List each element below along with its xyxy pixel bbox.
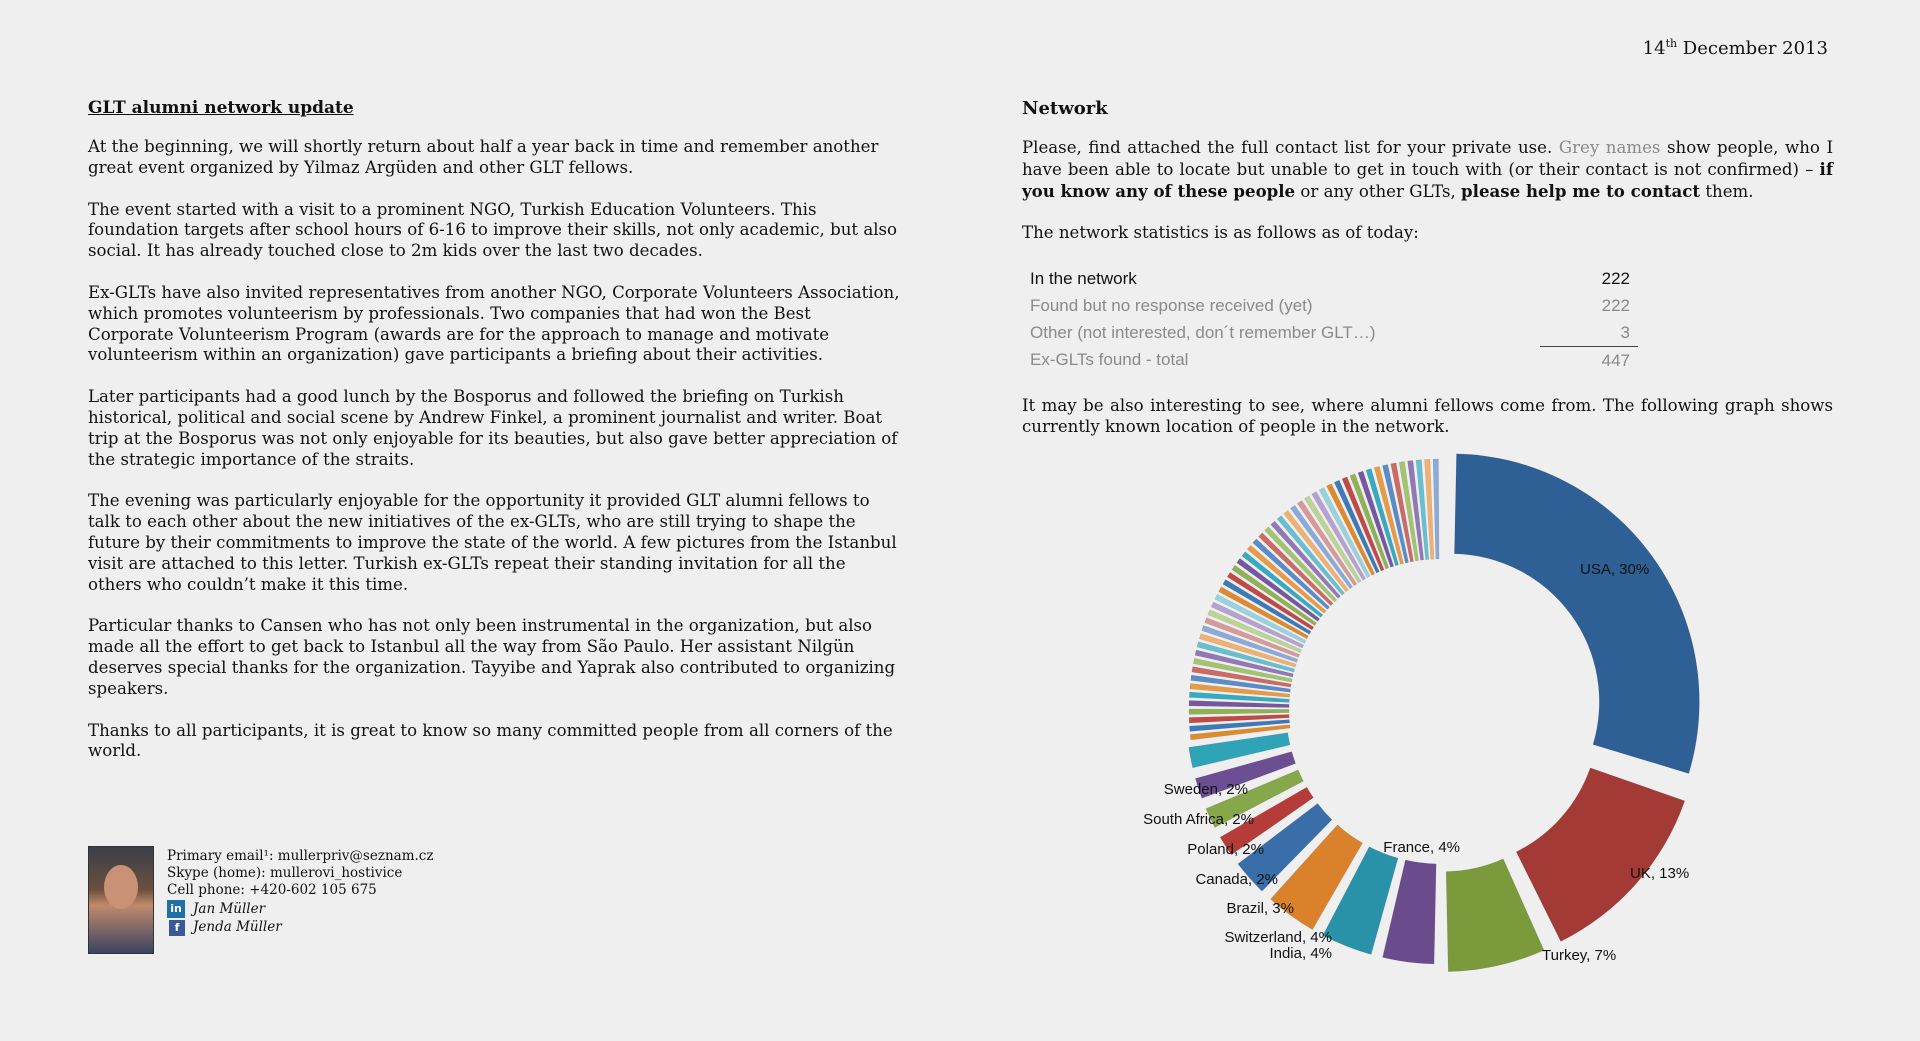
data-label: Brazil, 3%: [1226, 900, 1294, 917]
paragraph: Particular thanks to Cansen who has not only been instrumental in the organization, but also made all the effort to get back to Istanbul all the way from São Paulo. Her assistant Nilgün deserves special thanks for the organization. Tayyibe and Yaprak also contributed to organizing speakers.: [88, 616, 896, 698]
data-label: UK, 13%: [1630, 865, 1690, 882]
stats-table: [1030, 265, 1638, 374]
data-label: Sweden, 2%: [1163, 781, 1248, 798]
letter-date: 14th December 2013: [1642, 37, 1828, 59]
slice-usa: [1454, 454, 1699, 774]
primary-email: Primary email¹: mullerpriv@seznam.cz: [167, 848, 434, 864]
stats-intro: The network statistics is as follows as of today:: [1022, 223, 1419, 243]
table-row: Found but no response received (yet) 222: [1030, 295, 1630, 315]
paragraph: Thanks to all participants, it is great to know so many committed people from all corners of the world.: [88, 720, 893, 761]
data-label: South Africa, 2%: [1143, 811, 1254, 828]
table-row: Ex-GLTs found - total 447: [1030, 350, 1630, 370]
paragraph: The evening was particularly enjoyable for the opportunity it provided GLT alumni fellows to talk to each other about the new initiatives of the ex-GLTs, who are still trying to shape the future by their commitments to improve the state of the world. A few pictures from the Istanbul visit are attached to this letter. Turkish ex-GLTs repeat their standing invitation for all the others who couldn’t make it this time.: [88, 491, 897, 594]
slice-other: [1433, 459, 1439, 559]
author-photo: [88, 846, 154, 954]
table-row: In the network 222: [1030, 268, 1630, 288]
left-column: [88, 98, 900, 783]
right-column: [1022, 98, 1833, 459]
paragraph: At the beginning, we will shortly return about half a year back in time and remember another great event organized by Yilmaz Argüden and other GLT fellows.: [88, 137, 879, 177]
data-label: India, 4%: [1269, 945, 1332, 962]
data-label: Poland, 2%: [1187, 841, 1264, 858]
data-label: Turkey, 7%: [1542, 947, 1617, 964]
paragraph: The event started with a visit to a prominent NGO, Turkish Education Volunteers. This foundation targets after school hours of 6-16 to improve their skills, not only academic, but also social. It has already touched close to 2m kids over the last two decades.: [88, 199, 898, 261]
skype-handle: Skype (home): mullerovi_hostivice: [167, 865, 403, 881]
network-intro: Please, find attached the full contact list for your private use. Grey names show people, who I have been able to locate but unable to get in touch with (or their contact is not confirmed) – if you know any of these people or any other GLTs, please help me to contact them.: [1022, 138, 1833, 201]
slice-other: [1189, 709, 1289, 714]
slice-uk: [1516, 768, 1684, 941]
data-label: Switzerland, 4%: [1224, 929, 1332, 946]
paragraph: Later participants had a good lunch by the Bosporus and followed the briefing on Turkish historical, political and social scene by Andrew Finkel, a prominent journalist and writer. Boat trip at the Bosporus was not only enjoyable for its beauties, but also gave better appreciation of the strategic importance of the straits.: [88, 387, 898, 469]
update-title: GLT alumni network update: [88, 98, 354, 118]
data-label: France, 4%: [1383, 839, 1460, 856]
cell-phone: Cell phone: +420-602 105 675: [167, 882, 377, 898]
facebook-link[interactable]: f Jenda Müller: [167, 919, 433, 936]
paragraph: Ex-GLTs have also invited representatives from another NGO, Corporate Volunteers Association, which promotes volunteerism by professionals. Two companies that had won the Best Corporate Volunteerism Program (awards are for the approach to manage and motivate volunteerism within an organization) gave participants a briefing about their activities.: [88, 282, 900, 365]
data-label: USA, 30%: [1580, 561, 1650, 578]
table-row: Other (not interested, don´t remember GLT…) 3: [1030, 319, 1638, 347]
data-label: Canada, 2%: [1195, 871, 1278, 888]
linkedin-icon: in: [167, 900, 185, 918]
facebook-icon: f: [169, 920, 185, 936]
country-doughnut-chart: [1040, 450, 1880, 990]
graph-intro: It may be also interesting to see, where alumni fellows come from. The following graph shows currently known location of people in the network.: [1022, 396, 1833, 436]
network-title: Network: [1022, 98, 1108, 119]
linkedin-link[interactable]: in Jan Müller: [167, 900, 433, 918]
